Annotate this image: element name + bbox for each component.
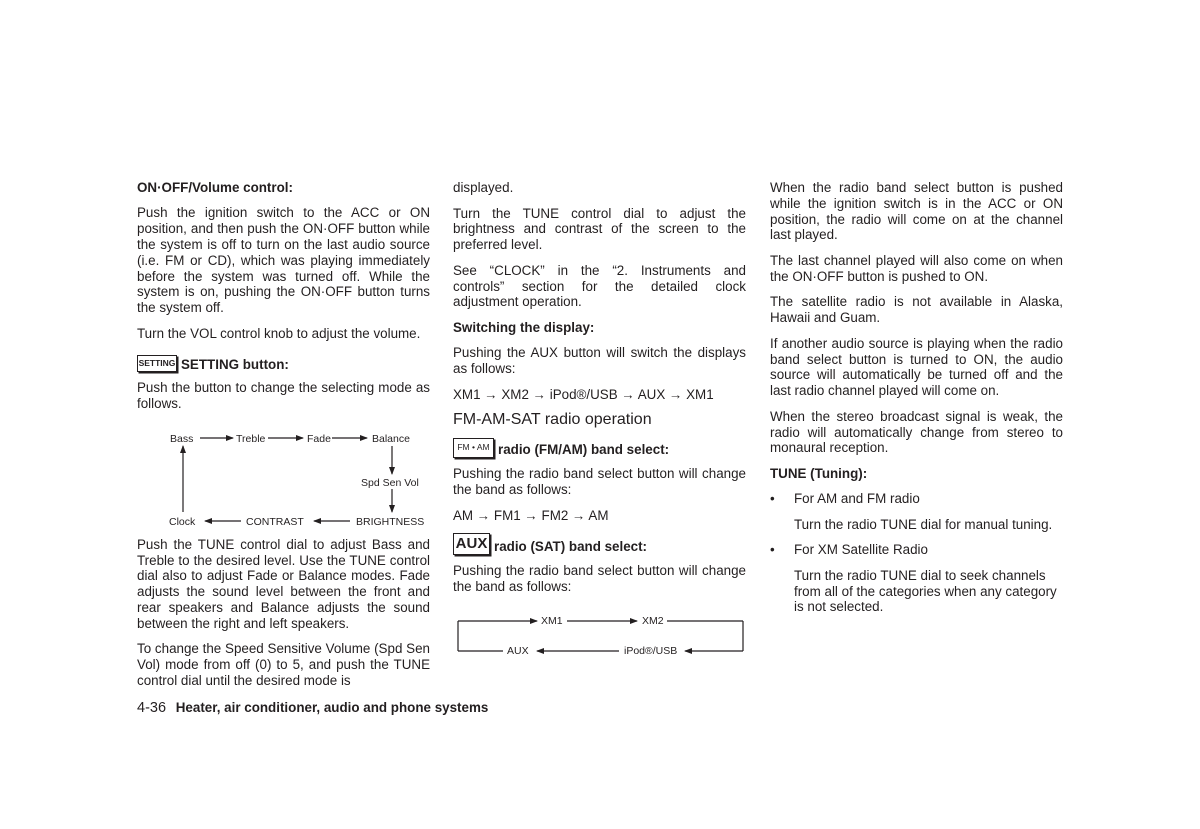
- tune-paragraph: Push the TUNE control dial to adjust Bass and Treble to the desired level. Use the TUNE control dial also to adjust Fade or Balance modes. Fade adjusts the sound level between the front and rear speakers and Balance adjusts the sound between the right and left speakers.: [137, 536, 430, 631]
- setting-mode-diagram: [137, 422, 430, 537]
- setting-paragraph: Push the button to change the selecting mode as follows.: [137, 380, 430, 412]
- volume-paragraph: Turn the VOL control knob to adjust the volume.: [137, 325, 421, 341]
- page-number: 4-36: [137, 700, 167, 716]
- mode-fade: Fade: [307, 432, 331, 445]
- last-channel-paragraph: The last channel played will also come on when the ON·OFF button is pushed to ON.: [770, 252, 1063, 284]
- mode-bass: Bass: [170, 432, 194, 445]
- bullet-dot: •: [770, 542, 775, 558]
- satellite-availability-paragraph: The satellite radio is not available in Alaska, Hawaii and Guam.: [770, 294, 1063, 326]
- band-xm2: XM2: [642, 614, 664, 627]
- section-title: FM-AM-SAT radio operation: [453, 411, 652, 429]
- sat-diagram-arrows: [453, 609, 753, 659]
- mode-balance: Balance: [372, 432, 410, 445]
- fmam-sequence: AM → FM1 → FM2 → AM: [453, 507, 609, 523]
- displayed-paragraph: displayed.: [453, 180, 514, 195]
- column-3: [770, 180, 1063, 625]
- mode-clock: Clock: [169, 515, 196, 528]
- aux-button-icon: AUX: [453, 533, 490, 555]
- switch-display-heading: Switching the display:: [453, 319, 595, 335]
- bullet-item: [770, 542, 1063, 558]
- mode-brightness: BRIGHTNESS: [356, 515, 425, 528]
- mode-contrast: CONTRAST: [246, 515, 304, 528]
- aux-paragraph: Pushing the AUX button will switch the displays as follows:: [453, 345, 746, 377]
- display-sequence: XM1 → XM2 → iPod®/USB → AUX → XM1: [453, 386, 714, 402]
- bullet-text: Turn the radio TUNE dial to seek channels from all of the categories when any category is not selected.: [794, 567, 1057, 615]
- footer-title: Heater, air conditioner, audio and phone systems: [175, 700, 489, 715]
- band-select-paragraph: When the radio band select button is pushed while the ignition switch is in the ACC or ON position, the radio will come on at the channel last played.: [770, 180, 1063, 243]
- clock-paragraph: See “CLOCK” in the “2. Instruments and controls” section for the detailed clock adjustment operation.: [453, 262, 746, 310]
- onoff-paragraph: Push the ignition switch to the ACC or ON position, and then push the ON·OFF button while the system is off to turn on the last audio source (i.e. FM or CD), which was playing immediately before the system was turned off. While the system is on, pushing the ON·OFF button turns the system off.: [137, 205, 430, 316]
- band-xm1: XM1: [541, 614, 563, 627]
- bullet-label: For AM and FM radio: [794, 491, 920, 507]
- fmam-paragraph: Pushing the radio band select button will change the band as follows:: [453, 466, 746, 497]
- stereo-paragraph: When the stereo broadcast signal is weak, the radio will automatically change from stereo to monaural reception.: [770, 408, 1063, 456]
- onoff-heading: ON·OFF/Volume control:: [137, 180, 293, 195]
- page-footer: [137, 700, 488, 716]
- column-1: [137, 180, 430, 699]
- spd-paragraph: To change the Speed Sensitive Volume (Spd Sen Vol) mode from off (0) to 5, and push the TUNE control dial until the desired mode is: [137, 641, 430, 688]
- bullet-item: [770, 491, 1063, 507]
- band-ipod-usb: iPod®/USB: [624, 644, 678, 657]
- fmam-heading-row: [453, 438, 746, 458]
- setting-heading-row: [137, 351, 430, 372]
- fm-am-button-icon: FM • AM: [453, 438, 494, 458]
- bullet-dot: •: [770, 491, 775, 507]
- another-source-paragraph: If another audio source is playing when the radio band select button is turned to ON, the audio source will automatically be turned off and the last radio channel played will come on.: [770, 335, 1063, 399]
- mode-spd-sen-vol: Spd Sen Vol: [361, 476, 419, 489]
- sat-paragraph: Pushing the radio band select button will change the band as follows:: [453, 563, 746, 594]
- bullet-text: Turn the radio TUNE dial for manual tuning.: [794, 516, 1053, 532]
- setting-button-icon: SETTING: [137, 355, 177, 372]
- brightness-paragraph: Turn the TUNE control dial to adjust the brightness and contrast of the screen to the preferred level.: [453, 205, 746, 253]
- tune-heading: TUNE (Tuning):: [770, 465, 868, 481]
- mode-treble: Treble: [236, 432, 266, 445]
- band-aux: AUX: [507, 644, 529, 657]
- bullet-label: For XM Satellite Radio: [794, 542, 928, 558]
- sat-band-diagram: [453, 609, 746, 659]
- sat-heading: radio (SAT) band select:: [494, 539, 648, 555]
- fmam-heading: radio (FM/AM) band select:: [498, 442, 670, 458]
- sat-heading-row: [453, 533, 746, 555]
- setting-heading: SETTING button:: [181, 356, 289, 372]
- column-2: [453, 180, 746, 659]
